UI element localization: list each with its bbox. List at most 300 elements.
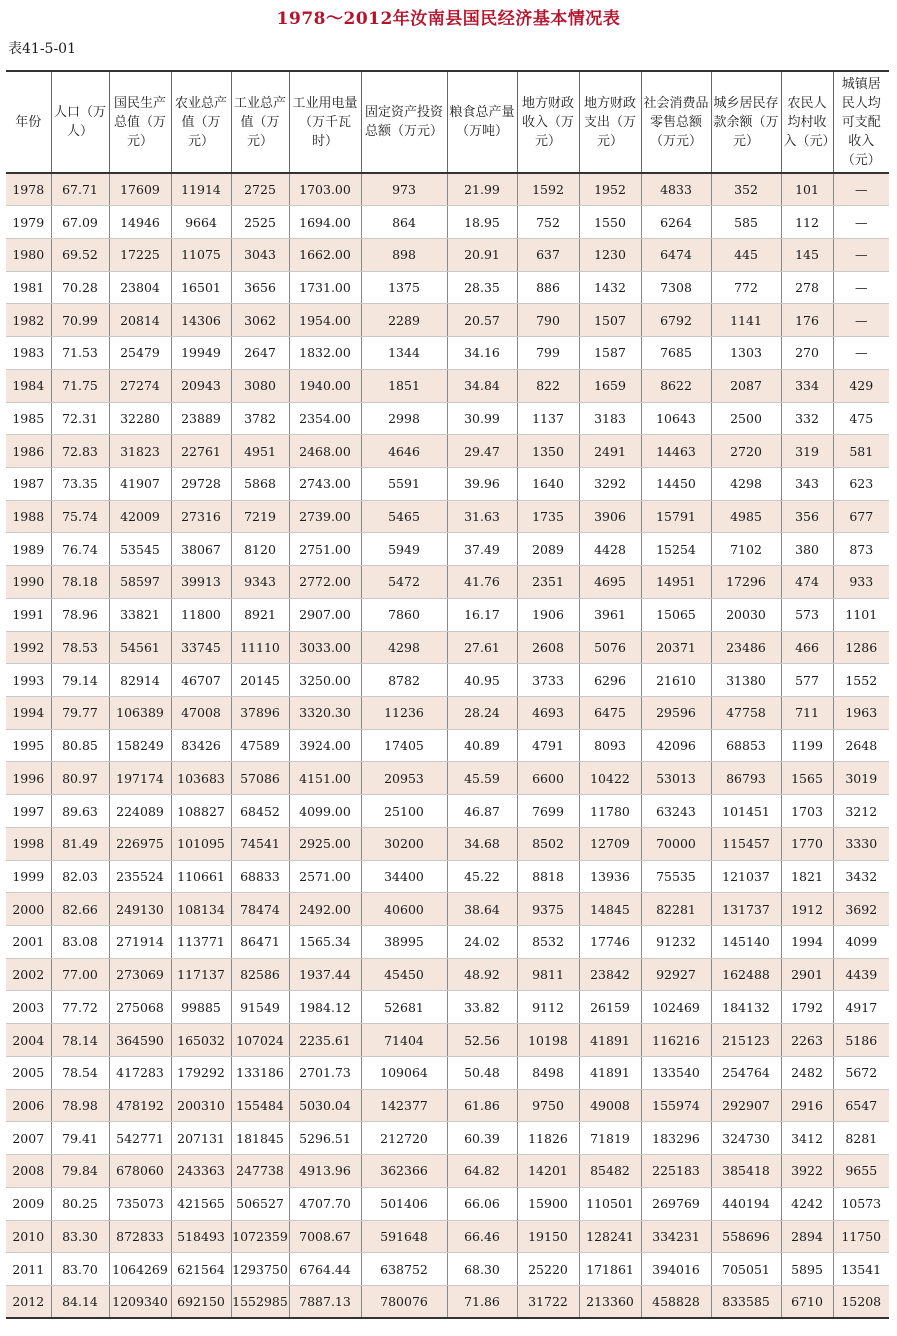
table-cell: 2608 [517, 631, 579, 664]
table-cell: 1286 [833, 631, 889, 664]
table-cell: 1954.00 [289, 304, 361, 337]
table-cell: 4439 [833, 958, 889, 991]
table-cell: 29728 [171, 467, 231, 500]
table-cell: 833585 [711, 1285, 781, 1318]
table-cell: 103683 [171, 762, 231, 795]
table-cell: 31.63 [447, 500, 517, 533]
table-cell: 3183 [579, 402, 641, 435]
table-cell: 107024 [231, 1024, 289, 1057]
table-cell: 2916 [781, 1089, 833, 1122]
table-cell: 215123 [711, 1024, 781, 1057]
table-cell: 2901 [781, 958, 833, 991]
table-cell: 23804 [109, 271, 171, 304]
table-cell: 71.53 [51, 337, 109, 370]
table-cell: 7219 [231, 500, 289, 533]
table-cell: 3733 [517, 664, 579, 697]
table-cell: 1770 [781, 827, 833, 860]
table-cell: 1703 [781, 795, 833, 828]
table-cell: 11780 [579, 795, 641, 828]
table-cell: 75535 [641, 860, 711, 893]
table-cell: 585 [711, 206, 781, 239]
table-cell: 2925.00 [289, 827, 361, 860]
year-cell: 1993 [6, 664, 51, 697]
table-cell: 3250.00 [289, 664, 361, 697]
table-cell: 5949 [361, 533, 447, 566]
table-cell: 91232 [641, 926, 711, 959]
table-cell: 1912 [781, 893, 833, 926]
table-cell: 78.54 [51, 1056, 109, 1089]
table-cell: 155484 [231, 1089, 289, 1122]
table-cell: 518493 [171, 1220, 231, 1253]
table-cell: 213360 [579, 1285, 641, 1318]
table-cell: 11914 [171, 173, 231, 206]
table-cell: 249130 [109, 893, 171, 926]
column-header: 国民生产总值（万元） [109, 71, 171, 173]
table-cell: 9655 [833, 1155, 889, 1188]
table-cell: 78474 [231, 893, 289, 926]
table-cell: 20953 [361, 762, 447, 795]
table-cell: 7685 [641, 337, 711, 370]
table-cell: 1344 [361, 337, 447, 370]
table-cell: 47008 [171, 697, 231, 730]
year-cell: 1996 [6, 762, 51, 795]
table-cell: 41907 [109, 467, 171, 500]
column-header: 年份 [6, 71, 51, 173]
table-cell: 13541 [833, 1253, 889, 1286]
year-cell: 1994 [6, 697, 51, 730]
table-cell: 30.99 [447, 402, 517, 435]
table-row [6, 598, 889, 631]
year-cell: 1989 [6, 533, 51, 566]
table-cell: — [833, 271, 889, 304]
table-cell: 3212 [833, 795, 889, 828]
table-cell: 1592 [517, 173, 579, 206]
table-cell: 4913.96 [289, 1155, 361, 1188]
year-cell: 1995 [6, 729, 51, 762]
table-cell: 2482 [781, 1056, 833, 1089]
table-cell: 4917 [833, 991, 889, 1024]
table-cell: 364590 [109, 1024, 171, 1057]
table-cell: 10643 [641, 402, 711, 435]
table-cell: 102469 [641, 991, 711, 1024]
table-cell: 5472 [361, 566, 447, 599]
table-cell: 3692 [833, 893, 889, 926]
year-cell: 1987 [6, 467, 51, 500]
table-cell: 70000 [641, 827, 711, 860]
table-cell: 85482 [579, 1155, 641, 1188]
table-cell: 92927 [641, 958, 711, 991]
table-cell: 2907.00 [289, 598, 361, 631]
table-cell: 78.96 [51, 598, 109, 631]
table-cell: 42009 [109, 500, 171, 533]
table-cell: 171861 [579, 1253, 641, 1286]
table-cell: 17405 [361, 729, 447, 762]
table-cell: 7308 [641, 271, 711, 304]
table-cell: 58597 [109, 566, 171, 599]
table-cell: 20.57 [447, 304, 517, 337]
table-cell: 5296.51 [289, 1122, 361, 1155]
table-cell: 67.09 [51, 206, 109, 239]
table-cell: 474 [781, 566, 833, 599]
year-cell: 1988 [6, 500, 51, 533]
table-cell: 77.72 [51, 991, 109, 1024]
table-cell: 34.68 [447, 827, 517, 860]
table-cell: 1072359 [231, 1220, 289, 1253]
table-cell: 71.75 [51, 369, 109, 402]
table-cell: 40.89 [447, 729, 517, 762]
table-cell: 3432 [833, 860, 889, 893]
table-cell: 1064269 [109, 1253, 171, 1286]
table-cell: 1994 [781, 926, 833, 959]
table-cell: 705051 [711, 1253, 781, 1286]
table-cell: 37.49 [447, 533, 517, 566]
table-row [6, 566, 889, 599]
table-cell: 506527 [231, 1187, 289, 1220]
table-cell: 5672 [833, 1056, 889, 1089]
table-id: 表41-5-01 [8, 41, 76, 57]
table-cell: 14306 [171, 304, 231, 337]
table-cell: 2351 [517, 566, 579, 599]
table-cell: 14946 [109, 206, 171, 239]
table-cell: — [833, 173, 889, 206]
table-cell: 165032 [171, 1024, 231, 1057]
column-header: 城乡居民存款余额（万元） [711, 71, 781, 173]
table-row [6, 337, 889, 370]
table-title: 1978～2012年汝南县国民经济基本情况表 [276, 9, 621, 29]
table-cell: — [833, 304, 889, 337]
table-cell: 1565.34 [289, 926, 361, 959]
table-row [6, 1285, 889, 1318]
table-cell: 54561 [109, 631, 171, 664]
table-cell: 83.70 [51, 1253, 109, 1286]
table-row [6, 435, 889, 468]
table-cell: 4985 [711, 500, 781, 533]
table-row [6, 467, 889, 500]
table-cell: 2720 [711, 435, 781, 468]
table-cell: 14951 [641, 566, 711, 599]
column-header: 粮食总产量（万吨） [447, 71, 517, 173]
table-cell: 1703.00 [289, 173, 361, 206]
table-cell: 76.74 [51, 533, 109, 566]
table-cell: 6764.44 [289, 1253, 361, 1286]
table-cell: 11826 [517, 1122, 579, 1155]
table-cell: 637 [517, 238, 579, 271]
table-cell: 1137 [517, 402, 579, 435]
table-cell: 2725 [231, 173, 289, 206]
table-cell: 15900 [517, 1187, 579, 1220]
table-cell: 179292 [171, 1056, 231, 1089]
table-cell: 8921 [231, 598, 289, 631]
table-cell: 352 [711, 173, 781, 206]
table-cell: 33745 [171, 631, 231, 664]
table-cell: 31823 [109, 435, 171, 468]
table-cell: 1659 [579, 369, 641, 402]
table-cell: 17609 [109, 173, 171, 206]
table-cell: 1303 [711, 337, 781, 370]
table-cell: 1350 [517, 435, 579, 468]
table-cell: 1550 [579, 206, 641, 239]
table-cell: 864 [361, 206, 447, 239]
table-cell: 101451 [711, 795, 781, 828]
header-row [6, 71, 889, 173]
table-cell: 20814 [109, 304, 171, 337]
table-body [6, 173, 889, 1318]
year-cell: 1992 [6, 631, 51, 664]
table-cell: 7860 [361, 598, 447, 631]
table-cell: 385418 [711, 1155, 781, 1188]
table-cell: 11110 [231, 631, 289, 664]
table-cell: 429 [833, 369, 889, 402]
table-cell: 38067 [171, 533, 231, 566]
table-cell: 7699 [517, 795, 579, 828]
table-cell: 133540 [641, 1056, 711, 1089]
table-cell: 80.25 [51, 1187, 109, 1220]
table-cell: 21.99 [447, 173, 517, 206]
table-cell: 23842 [579, 958, 641, 991]
table-cell: 82.03 [51, 860, 109, 893]
table-cell: 3043 [231, 238, 289, 271]
table-cell: 3782 [231, 402, 289, 435]
year-cell: 2002 [6, 958, 51, 991]
table-cell: 89.63 [51, 795, 109, 828]
table-cell: 822 [517, 369, 579, 402]
table-cell: 128241 [579, 1220, 641, 1253]
table-cell: 32280 [109, 402, 171, 435]
table-cell: 573 [781, 598, 833, 631]
table-cell: 2648 [833, 729, 889, 762]
table-cell: 677 [833, 500, 889, 533]
table-cell: 2894 [781, 1220, 833, 1253]
table-cell: 356 [781, 500, 833, 533]
table-cell: 458828 [641, 1285, 711, 1318]
table-cell: 332 [781, 402, 833, 435]
table-cell: 3080 [231, 369, 289, 402]
table-cell: 68.30 [447, 1253, 517, 1286]
table-cell: 64.82 [447, 1155, 517, 1188]
table-cell: 7008.67 [289, 1220, 361, 1253]
table-cell: 3320.30 [289, 697, 361, 730]
table-cell: 41.76 [447, 566, 517, 599]
table-cell: 1694.00 [289, 206, 361, 239]
year-cell: 1998 [6, 827, 51, 860]
table-cell: 86471 [231, 926, 289, 959]
table-cell: 19150 [517, 1220, 579, 1253]
table-cell: 39913 [171, 566, 231, 599]
table-cell: 20145 [231, 664, 289, 697]
table-cell: 70.28 [51, 271, 109, 304]
table-cell: 82586 [231, 958, 289, 991]
table-cell: 15254 [641, 533, 711, 566]
table-row [6, 631, 889, 664]
table-cell: 1906 [517, 598, 579, 631]
table-cell: 45450 [361, 958, 447, 991]
table-cell: 145 [781, 238, 833, 271]
table-cell: 1940.00 [289, 369, 361, 402]
table-cell: 24.02 [447, 926, 517, 959]
table-cell: 25220 [517, 1253, 579, 1286]
table-cell: 200310 [171, 1089, 231, 1122]
table-cell: 973 [361, 173, 447, 206]
table-cell: 61.86 [447, 1089, 517, 1122]
table-cell: 26159 [579, 991, 641, 1024]
table-cell: 14463 [641, 435, 711, 468]
table-row [6, 860, 889, 893]
table-cell: 1984.12 [289, 991, 361, 1024]
table-cell: 25479 [109, 337, 171, 370]
table-cell: 11236 [361, 697, 447, 730]
table-cell: 1792 [781, 991, 833, 1024]
table-cell: 45.22 [447, 860, 517, 893]
table-cell: 25100 [361, 795, 447, 828]
table-cell: 131737 [711, 893, 781, 926]
table-cell: 3924.00 [289, 729, 361, 762]
column-header: 农业总产值（万元） [171, 71, 231, 173]
table-cell: — [833, 337, 889, 370]
table-row [6, 1122, 889, 1155]
table-cell: 13936 [579, 860, 641, 893]
table-cell: 52681 [361, 991, 447, 1024]
year-cell: 2010 [6, 1220, 51, 1253]
table-cell: 1552985 [231, 1285, 289, 1318]
table-cell: 380 [781, 533, 833, 566]
year-cell: 1978 [6, 173, 51, 206]
table-cell: 75.74 [51, 500, 109, 533]
table-cell: 101 [781, 173, 833, 206]
year-cell: 1999 [6, 860, 51, 893]
table-cell: 269769 [641, 1187, 711, 1220]
table-cell: 2089 [517, 533, 579, 566]
table-cell: 278 [781, 271, 833, 304]
table-cell: 235524 [109, 860, 171, 893]
table-row [6, 238, 889, 271]
table-cell: 3330 [833, 827, 889, 860]
table-cell: 270 [781, 337, 833, 370]
table-cell: 4646 [361, 435, 447, 468]
table-cell: 394016 [641, 1253, 711, 1286]
year-cell: 1985 [6, 402, 51, 435]
table-cell: 4833 [641, 173, 711, 206]
column-header: 农民人均村收入（元） [781, 71, 833, 173]
table-cell: 5895 [781, 1253, 833, 1286]
table-row [6, 762, 889, 795]
table-cell: 2354.00 [289, 402, 361, 435]
table-cell: 4099 [833, 926, 889, 959]
table-cell: 1552 [833, 664, 889, 697]
table-cell: 247738 [231, 1155, 289, 1188]
table-cell: 14845 [579, 893, 641, 926]
table-cell: 113771 [171, 926, 231, 959]
table-cell: 68833 [231, 860, 289, 893]
table-cell: 71.86 [447, 1285, 517, 1318]
year-cell: 1990 [6, 566, 51, 599]
table-cell: 8818 [517, 860, 579, 893]
table-cell: 12709 [579, 827, 641, 860]
table-cell: 158249 [109, 729, 171, 762]
table-row [6, 1220, 889, 1253]
table-cell: 4791 [517, 729, 579, 762]
year-cell: 2000 [6, 893, 51, 926]
table-cell: 421565 [171, 1187, 231, 1220]
table-cell: 2998 [361, 402, 447, 435]
table-row [6, 729, 889, 762]
table-cell: 780076 [361, 1285, 447, 1318]
table-cell: 6474 [641, 238, 711, 271]
table-row [6, 697, 889, 730]
table-cell: 1963 [833, 697, 889, 730]
year-cell: 2011 [6, 1253, 51, 1286]
table-cell: 53545 [109, 533, 171, 566]
table-cell: 82914 [109, 664, 171, 697]
table-cell: 3033.00 [289, 631, 361, 664]
table-cell: 20371 [641, 631, 711, 664]
table-cell: 73.35 [51, 467, 109, 500]
table-cell: 886 [517, 271, 579, 304]
year-cell: 2009 [6, 1187, 51, 1220]
table-cell: 79.41 [51, 1122, 109, 1155]
table-cell: 5186 [833, 1024, 889, 1057]
table-cell: 78.14 [51, 1024, 109, 1057]
table-cell: 621564 [171, 1253, 231, 1286]
table-cell: 417283 [109, 1056, 171, 1089]
table-cell: 34400 [361, 860, 447, 893]
table-cell: 1937.44 [289, 958, 361, 991]
column-header: 工业总产值（万元） [231, 71, 289, 173]
table-row [6, 369, 889, 402]
table-cell: 27274 [109, 369, 171, 402]
table-row [6, 206, 889, 239]
table-cell: 440194 [711, 1187, 781, 1220]
table-cell: 20030 [711, 598, 781, 631]
table-cell: 16.17 [447, 598, 517, 631]
table-cell: 47758 [711, 697, 781, 730]
table-cell: 106389 [109, 697, 171, 730]
year-cell: 1980 [6, 238, 51, 271]
table-cell: 14201 [517, 1155, 579, 1188]
table-cell: 1851 [361, 369, 447, 402]
table-cell: 1230 [579, 238, 641, 271]
table-cell: 109064 [361, 1056, 447, 1089]
table-cell: 71404 [361, 1024, 447, 1057]
table-cell: 16501 [171, 271, 231, 304]
table-cell: 15065 [641, 598, 711, 631]
table-cell: 33.82 [447, 991, 517, 1024]
table-cell: 2739.00 [289, 500, 361, 533]
table-cell: 3019 [833, 762, 889, 795]
table-cell: 82281 [641, 893, 711, 926]
table-cell: 41891 [579, 1056, 641, 1089]
year-cell: 2005 [6, 1056, 51, 1089]
year-cell: 2008 [6, 1155, 51, 1188]
table-row [6, 533, 889, 566]
table-cell: 49008 [579, 1089, 641, 1122]
table-cell: 4428 [579, 533, 641, 566]
table-cell: 2743.00 [289, 467, 361, 500]
table-cell: 110661 [171, 860, 231, 893]
table-cell: 319 [781, 435, 833, 468]
table-cell: 79.77 [51, 697, 109, 730]
table-cell: 1731.00 [289, 271, 361, 304]
table-cell: 5591 [361, 467, 447, 500]
table-cell: 3922 [781, 1155, 833, 1188]
table-cell: 77.00 [51, 958, 109, 991]
table-cell: 692150 [171, 1285, 231, 1318]
table-cell: 2701.73 [289, 1056, 361, 1089]
table-cell: 91549 [231, 991, 289, 1024]
table-row [6, 1253, 889, 1286]
year-cell: 1983 [6, 337, 51, 370]
table-cell: 42096 [641, 729, 711, 762]
table-cell: 20.91 [447, 238, 517, 271]
